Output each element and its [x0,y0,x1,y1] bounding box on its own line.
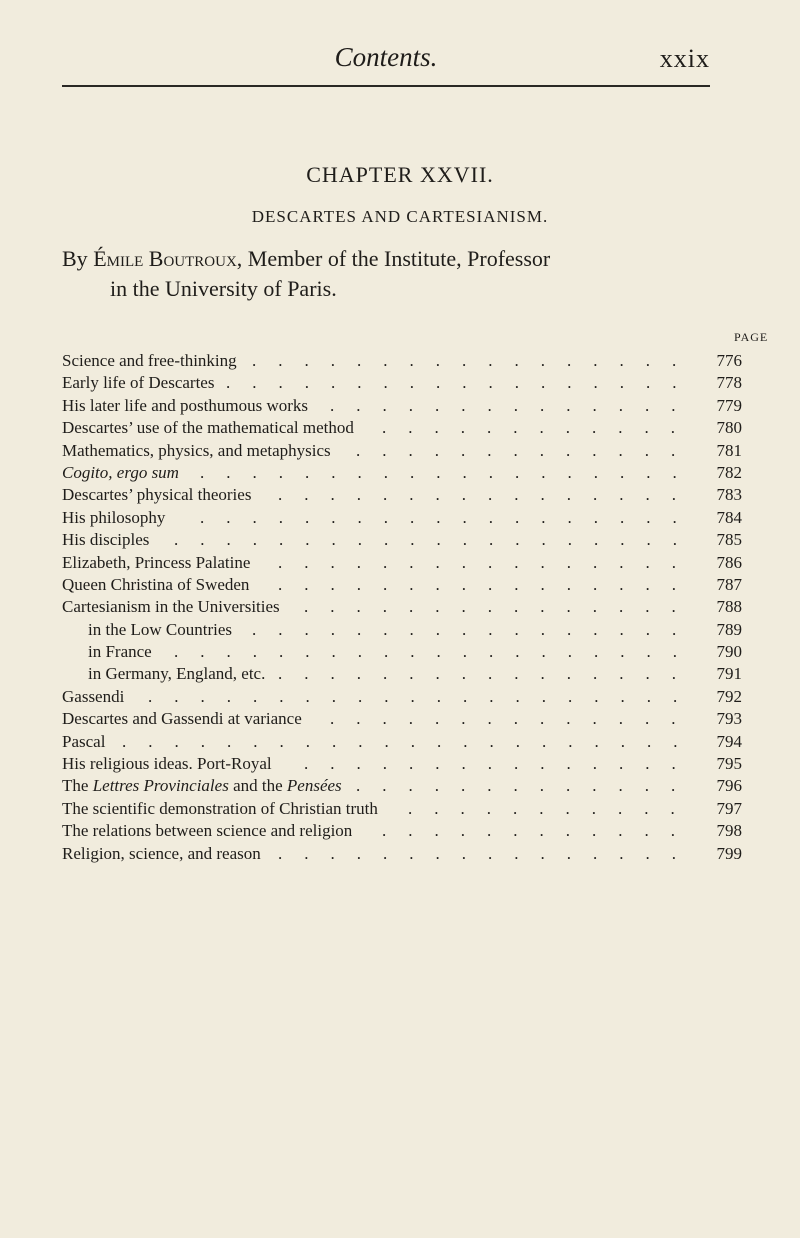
toc-entry [62,484,742,506]
page-column-label: PAGE [734,330,769,344]
leader-dots: ................... [200,462,699,482]
toc-entry-title: in the Low Countries [88,619,233,639]
leader-dots: ........... [408,798,697,818]
author-affiliation: , Member of the Institute, Professor [236,246,551,271]
header-rule [62,85,710,87]
toc-entry-title: The scientific demonstration of Christian truth [62,798,378,818]
toc-entry-title: Religion, science, and reason [62,843,261,863]
toc-entry [62,798,742,820]
toc-entry [62,350,742,372]
toc-entry-title: Descartes’ use of the mathematical method [62,418,354,438]
toc-entry [62,843,742,865]
leader-dots: ................ [278,843,698,863]
toc-entry-page: 785 [716,530,742,550]
toc-entry [62,417,742,439]
toc-entry-title: His philosophy [62,507,166,527]
toc-entry [62,552,742,574]
toc-entry-title: Elizabeth, Princess Palatine [62,552,251,572]
toc-entry-page: 796 [716,776,742,796]
chapter-heading: CHAPTER XXVII. [306,162,494,187]
toc-entry-title: Science and free-thinking [62,351,237,370]
toc-entry-page: 788 [716,597,742,617]
author-line-1 [62,244,742,274]
toc-entry-title: The Lettres Provinciales and the Pensées [62,776,342,796]
leader-dots: ..................... [148,686,700,706]
leader-dots: ............ [382,821,697,841]
toc-entry-title: Mathematics, physics, and metaphysics [62,440,331,460]
toc-entry-title: in France [88,642,152,662]
running-header [62,40,710,92]
toc-entry-title: Early life of Descartes [62,373,215,393]
leader-dots: ...................... [122,731,700,751]
toc-entry [62,686,742,708]
author-name: Émile Boutroux [93,246,237,271]
toc-entry-page: 787 [716,574,742,594]
toc-entry-page: 798 [716,821,742,841]
toc-entry [62,641,742,663]
leader-dots: .................... [174,642,699,662]
toc-entry-page: 783 [716,485,742,505]
leader-dots: ............. [356,440,698,460]
author-line-2: in the University of Paris. [110,276,337,301]
toc-entry-title: Descartes’ physical theories [62,485,252,505]
toc-entry-title: Cartesianism in the Universities [62,597,280,617]
toc-entry-page: 793 [716,709,742,729]
toc-entry-page: 784 [716,507,742,527]
leader-dots: ................ [278,664,698,684]
toc-entry-title: Pascal [62,731,106,751]
leader-dots: ............ [382,418,697,438]
toc-entry [62,507,742,529]
toc-entry-title: The relations between science and religion [62,821,353,841]
toc-entry [62,462,742,484]
leader-dots: ................. [252,351,699,370]
toc-entry-page: 781 [716,440,742,460]
leader-dots: .............. [330,395,698,415]
leader-dots: ................ [278,552,698,572]
toc-entry-title: His later life and posthumous works [62,395,308,415]
toc-entry [62,372,742,394]
leader-dots: ............... [304,754,698,774]
toc-entry [62,708,742,730]
toc-entry-title: His religious ideas. Port-Royal [62,754,272,774]
chapter-subject: DESCARTES AND CARTESIANISM. [251,207,549,226]
toc-entry-page: 797 [716,798,742,818]
toc-entry [62,820,742,842]
toc-entry-title: in Germany, England, etc. [88,664,266,684]
toc-entry-title: His disciples [62,530,150,550]
toc-entry [62,596,742,618]
toc-entry-page: 786 [716,552,742,572]
toc-entry-page: 779 [716,395,742,415]
toc-entry-page: 789 [716,619,742,639]
toc-entry [62,529,742,551]
toc-entry [62,619,742,641]
toc-entry-page: 782 [716,462,742,482]
toc-entry-page: 792 [716,686,742,706]
leader-dots: ............. [356,776,698,796]
leader-dots: ................. [252,619,699,639]
toc-entry-page: 780 [716,418,742,438]
leader-dots: ................ [278,485,698,505]
toc-entry [62,753,742,775]
toc-entry [62,775,742,797]
toc-entry [62,574,742,596]
toc-entry [62,663,742,685]
toc-entry [62,731,742,753]
author-credit [62,244,742,304]
toc-entry-page: 778 [716,373,742,393]
running-title: Contents. [334,42,438,72]
toc-entry [62,440,742,462]
leader-dots: ................... [200,507,699,527]
toc-entry-page: 790 [716,642,742,662]
toc-entry-page: 799 [716,843,742,863]
toc-entry [62,395,742,417]
toc-entry-title: Gassendi [62,686,125,706]
toc-entry-page: 794 [716,731,742,751]
toc-entry-title: Queen Christina of Sweden [62,574,250,594]
toc-entry-title: Descartes and Gassendi at variance [62,709,302,729]
page-number: xxix [659,44,710,73]
author-prefix: By [62,246,94,271]
leader-dots: ............... [304,597,698,617]
leader-dots: .................. [226,373,699,393]
toc-entry-title: Cogito, ergo sum [62,462,179,482]
toc-entry-page: 776 [716,351,742,370]
leader-dots: .................... [174,530,699,550]
toc-entry-page: 791 [716,664,742,684]
table-of-contents [62,350,742,865]
leader-dots: ................ [278,574,698,594]
toc-entry-page: 795 [716,754,742,774]
leader-dots: .............. [330,709,698,729]
